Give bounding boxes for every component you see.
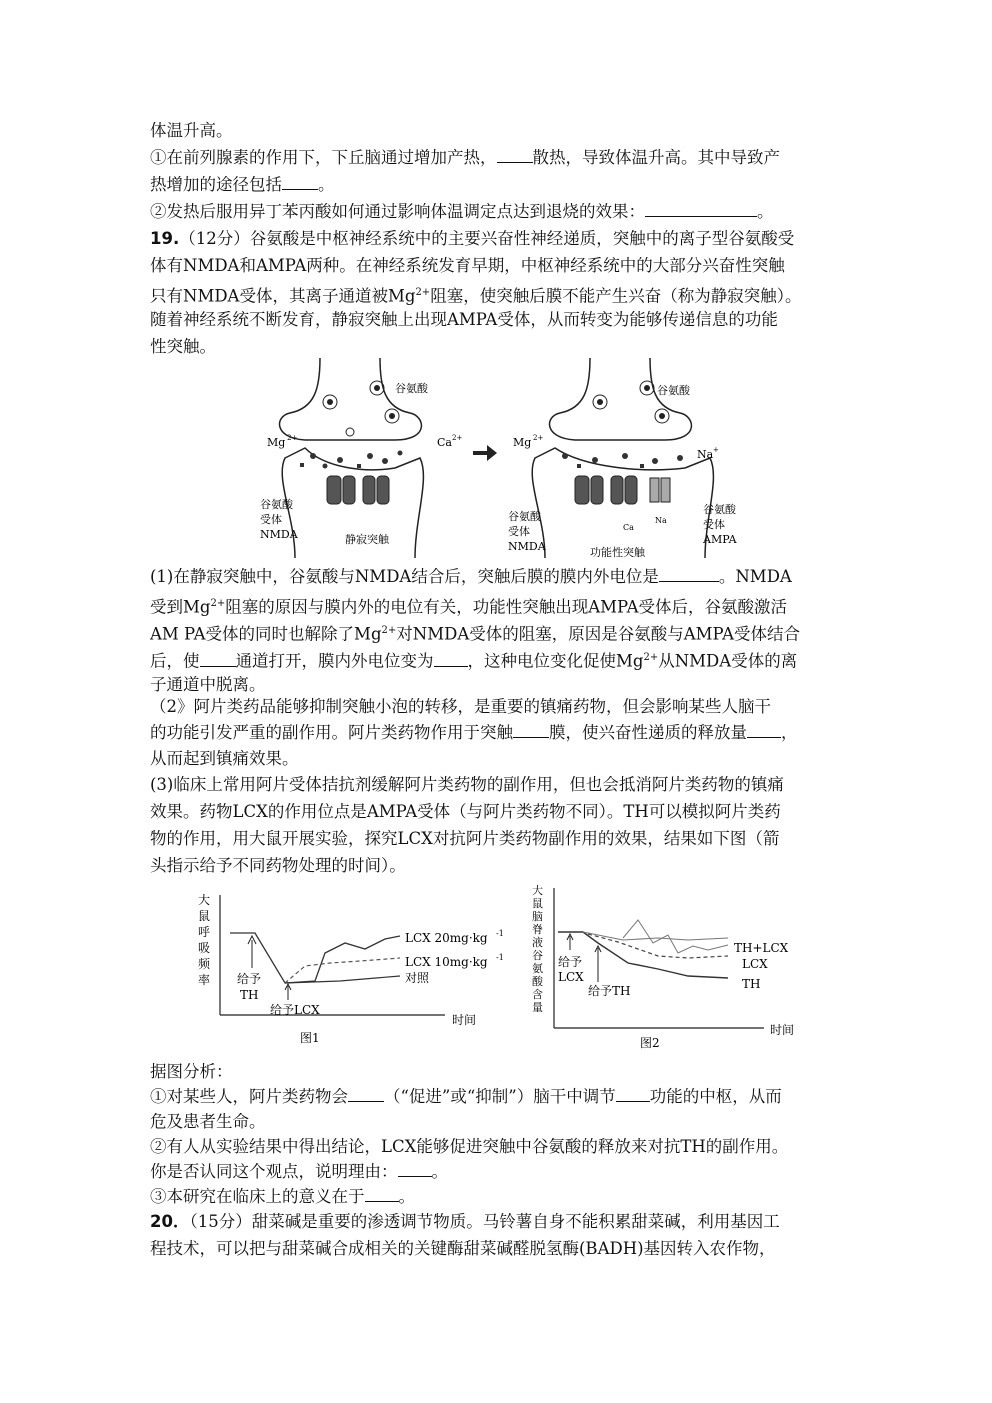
chart-1-caption: 图1 [300, 1031, 320, 1045]
text-line: ②发热后服用异丁苯丙酸如何通过影响体温调定点达到退烧的效果： 。 [150, 202, 774, 221]
svg-text:2+: 2+ [533, 434, 544, 442]
legend-control: 对照 [405, 971, 430, 985]
text-line: 危及患者生命。 [150, 1112, 266, 1131]
text-line: (3)临床上常用阿片受体拮抗剂缓解阿片类药物的副作用，但也会抵消阿片类药物的镇痛 [150, 775, 784, 794]
svg-text:谷氨酸: 谷氨酸 [260, 498, 293, 511]
svg-text:受体: 受体 [508, 525, 530, 538]
text-line: (1)在静寂突触中，谷氨酸与NMDA结合后，突触后膜的膜内外电位是 。NMDA [150, 567, 792, 586]
svg-text:率: 率 [198, 973, 211, 987]
answer-blank[interactable] [365, 1187, 399, 1202]
svg-text:脊: 脊 [532, 923, 543, 936]
answer-blank[interactable] [616, 1087, 650, 1102]
answer-blank[interactable] [282, 175, 318, 190]
chart-figure-2 [528, 880, 803, 1052]
question-19-line: 19.（12分）谷氨酸是中枢神经系统中的主要兴奋性神经递质，突触中的离子型谷氨酸受 [150, 229, 795, 248]
svg-text:呼: 呼 [198, 925, 211, 939]
synapse-figure [245, 358, 755, 563]
svg-text:谷: 谷 [532, 949, 543, 962]
text-line: 受到$Mg^{2+}$阻塞的原因与膜内外的电位有关，功能性突触出现AMPA受体后，谷氨酸激活 [150, 597, 788, 617]
text-line: 你是否认同这个观点，说明理由： 。 [150, 1162, 448, 1181]
svg-text:Na: Na [655, 516, 667, 525]
svg-text:鼠: 鼠 [532, 897, 543, 910]
series-th-lcx-spikes [623, 920, 728, 953]
svg-text:受体: 受体 [703, 518, 725, 531]
text-line: ③本研究在临床上的意义在于 。 [150, 1187, 415, 1206]
svg-text:2+: 2+ [452, 434, 463, 442]
svg-text:NMDA: NMDA [260, 528, 298, 541]
legend-lcx: LCX [742, 957, 768, 971]
text-line: （2》阿片类药品能够抑制突触小泡的转移，是重要的镇痛药物，但会影响某些人脑干 [150, 697, 771, 716]
text-line: ②有人从实验结果中得出结论，LCX能够促进突触中谷氨酸的释放来对抗TH的副作用。 [150, 1137, 789, 1156]
functional-synapse [508, 358, 738, 559]
text-line: ①对某些人，阿片类药物会 （“促进”或“抑制”）脑干中调节 功能的中枢，从而 [150, 1087, 782, 1106]
svg-text:TH: TH [240, 988, 259, 1002]
ca-label: Ca [437, 436, 452, 449]
svg-text:频: 频 [198, 957, 211, 971]
text-line: 程技术，可以把与甜菜碱合成相关的关键酶甜菜碱醛脱氢酶(BADH)基因转入农作物， [150, 1239, 776, 1258]
text-line: AM PA受体的同时也解除了$Mg^{2+}$对NMDA受体的阻塞，原因是谷氨酸与AMPA受体结合 [150, 624, 801, 644]
answer-blank[interactable] [645, 202, 757, 217]
svg-text:给予LCX: 给予LCX [270, 1003, 320, 1017]
svg-text:功能性突触: 功能性突触 [590, 546, 645, 559]
svg-text:脑: 脑 [532, 910, 543, 923]
text-line: 只有NMDA受体，其离子通道被$Mg^{2+}$阻塞，使突触后膜不能产生兴奋（称为静寂突触）。 [150, 286, 802, 306]
svg-text:+: + [713, 446, 719, 454]
svg-text:谷氨酸: 谷氨酸 [508, 510, 541, 523]
svg-text:鼠: 鼠 [198, 909, 211, 923]
svg-text:含: 含 [532, 988, 543, 1001]
silent-synapse [260, 358, 462, 558]
question-20-line: 20．（15分）甜菜碱是重要的渗透调节物质。马铃薯自身不能积累甜菜碱，利用基因工 [150, 1212, 780, 1231]
svg-text:谷氨酸: 谷氨酸 [703, 503, 736, 516]
answer-blank[interactable] [497, 148, 533, 163]
svg-text:NMDA: NMDA [508, 540, 546, 553]
text-line: 头指示给予不同药物处理的时间）。 [150, 856, 406, 875]
svg-text:量: 量 [532, 1001, 543, 1014]
svg-text:吸: 吸 [198, 941, 211, 955]
answer-blank[interactable] [434, 652, 468, 667]
answer-blank[interactable] [513, 723, 549, 738]
text-line: ①在前列腺素的作用下，下丘脑通过增加产热， 散热，导致体温升高。其中导致产 [150, 148, 780, 167]
chart-2-caption: 图2 [640, 1036, 660, 1050]
svg-text:Mg: Mg [513, 436, 532, 449]
text-line: 随着神经系统不断发育，静寂突触上出现AMPA受体，从而转变为能够传递信息的功能 [150, 310, 778, 329]
text-line: 的功能引发严重的副作用。阿片类药物作用于突触 膜，使兴奋性递质的释放量 ， [150, 723, 798, 742]
text-line: 据图分析： [150, 1062, 233, 1081]
svg-text:谷氨酸: 谷氨酸 [657, 384, 690, 397]
legend-th-lcx: TH+LCX [734, 941, 789, 955]
answer-blank[interactable] [659, 567, 719, 582]
answer-blank[interactable] [200, 652, 236, 667]
text-line: 体有NMDA和AMPA两种。在神经系统发育早期，中枢神经系统中的大部分兴奋性突触 [150, 256, 785, 275]
svg-text:给予TH: 给予TH [588, 984, 631, 998]
answer-blank[interactable] [398, 1162, 432, 1177]
svg-text:LCX: LCX [558, 970, 584, 984]
legend-th: TH [742, 977, 761, 991]
text-line: 效果。药物LCX的作用位点是AMPA受体（与阿片类药物不同）。TH可以模拟阿片类药 [150, 802, 781, 821]
text-line: 体温升高。 [150, 121, 233, 140]
answer-blank[interactable] [747, 723, 781, 738]
text-line: 从而起到镇痛效果。 [150, 749, 299, 768]
svg-text:-1: -1 [496, 929, 504, 938]
svg-text:-1: -1 [496, 953, 504, 962]
svg-text:液: 液 [532, 936, 543, 949]
text-line: 热增加的途径包括 。 [150, 175, 335, 194]
answer-blank[interactable] [348, 1087, 384, 1102]
svg-text:2+: 2+ [287, 434, 298, 442]
series-lcx10 [285, 958, 400, 983]
svg-text:Ca: Ca [623, 523, 634, 532]
legend-lcx20: LCX 20mg·kg [405, 931, 488, 945]
transition-arrow-icon [473, 445, 497, 461]
svg-text:受体: 受体 [260, 513, 282, 526]
svg-text:大: 大 [198, 893, 211, 907]
legend-lcx10: LCX 10mg·kg [405, 955, 488, 969]
text-line: 性突触。 [150, 337, 216, 356]
svg-text:酸: 酸 [532, 975, 543, 988]
x-axis-label: 时间 [452, 1013, 477, 1027]
svg-text:AMPA: AMPA [703, 533, 737, 546]
mg-label: Mg [267, 436, 286, 449]
chart-figure-1 [190, 880, 520, 1050]
svg-text:氨: 氨 [532, 962, 543, 975]
svg-text:大: 大 [532, 884, 543, 897]
svg-text:给予: 给予 [237, 972, 262, 986]
silent-synapse-title: 静寂突触 [345, 533, 389, 546]
text-line: 后，使 通道打开，膜内外电位变为 ，这种电位变化促使$Mg^{2+}$从NMDA受体的离 [150, 651, 798, 671]
glutamate-label: 谷氨酸 [395, 382, 428, 395]
x-axis-label: 时间 [770, 1023, 795, 1037]
text-line: 物的作用，用大鼠开展实验，探究LCX对抗阿片类药物副作用的效果，结果如下图（箭 [150, 829, 780, 848]
svg-text:给予: 给予 [558, 955, 583, 969]
svg-text:Na: Na [697, 448, 714, 461]
series-control [285, 976, 400, 983]
text-line: 子通道中脱离。 [150, 675, 266, 694]
